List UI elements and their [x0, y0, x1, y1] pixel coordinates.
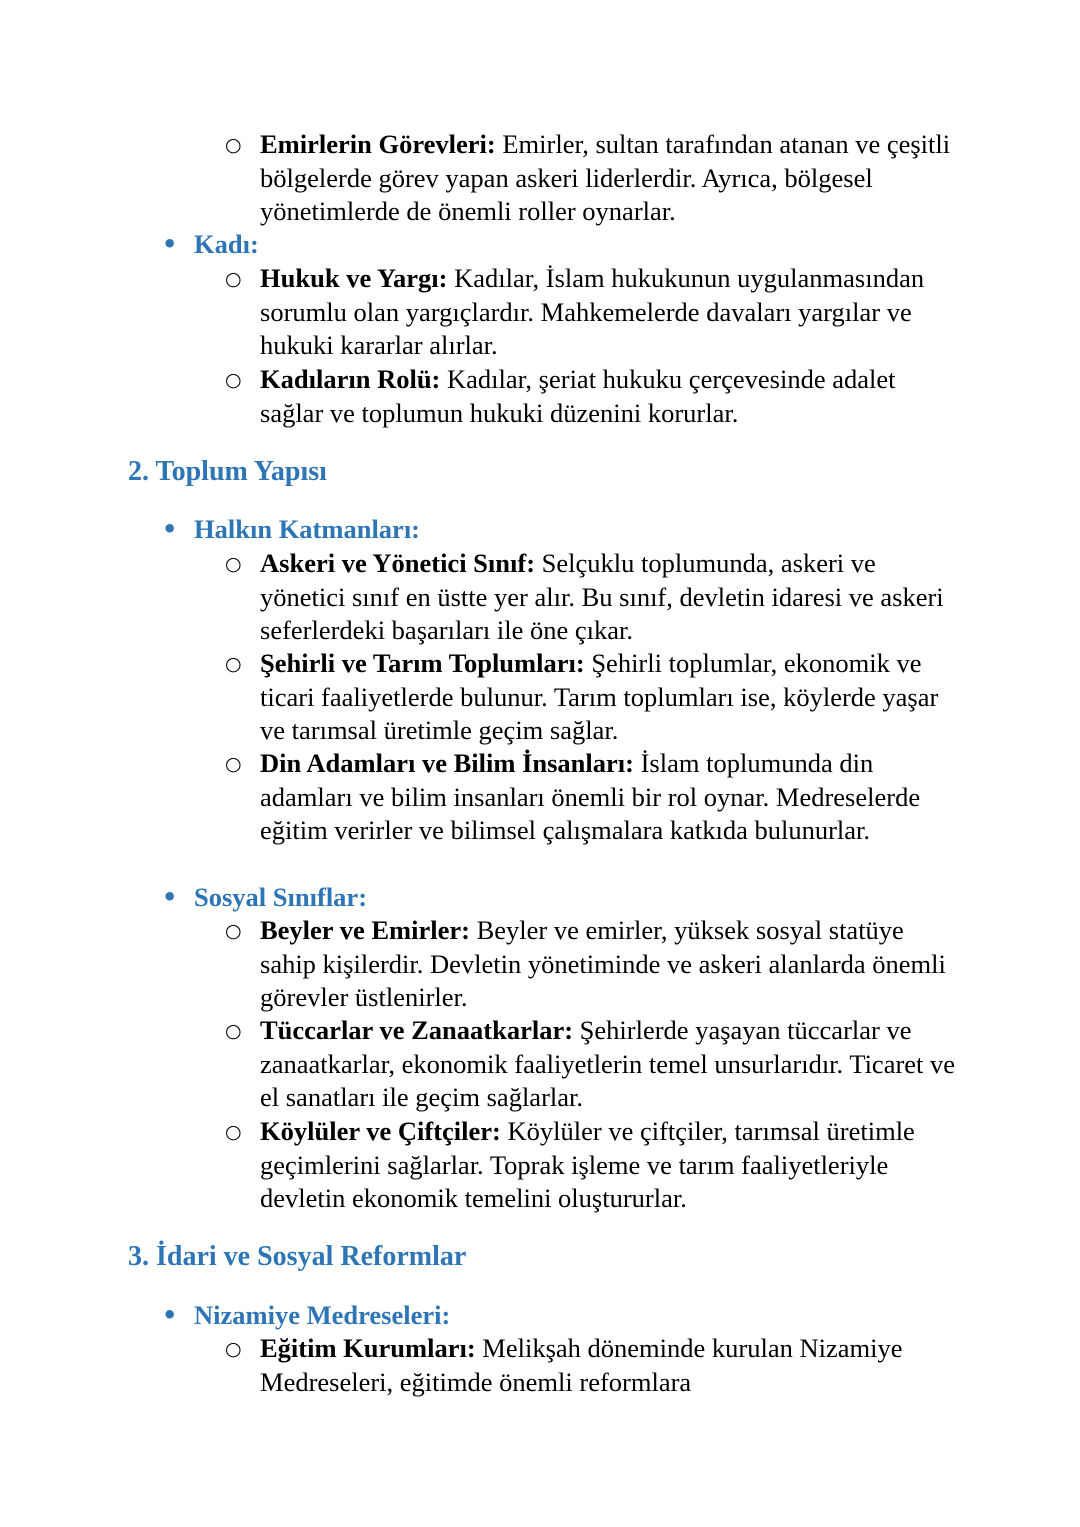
list-item-koyluler-ve-ciftciler — [225, 1115, 960, 1216]
list-item-sehirli-ve-tarim-toplumlari — [225, 647, 960, 748]
item-text: İslam toplumunda din adamları ve bilim insanları önemli bir rol oynar. Medreselerde eğitim verirler ve bilimsel çalışmalara katkıda bulunurlar. — [260, 748, 921, 845]
bullet-icon: • — [162, 515, 178, 543]
item-text: Şehirlerde yaşayan tüccarlar ve zanaatkarlar, ekonomik faaliyetlerin temel unsurlarıdır. Ticaret ve el sanatları ile geçim sağlarlar. — [260, 1015, 956, 1112]
item-text: Köylüler ve çiftçiler, tarımsal üretimle geçimlerini sağlarlar. Toprak işleme ve tarım faaliyetleriyle devletin ekonomik temelini oluştururlar. — [260, 1116, 915, 1213]
sub-bullet-icon: ○ — [225, 920, 242, 942]
item-term: Köylüler ve Çiftçiler: — [260, 1116, 501, 1146]
list-item-hukuk-ve-yargi — [225, 262, 960, 363]
sub-bullet-icon: ○ — [225, 653, 242, 675]
list-item-kadilarin-rolu — [225, 363, 960, 430]
section-heading-idari-ve-sosyal-reformlar: 3. İdari ve Sosyal Reformlar — [128, 1241, 467, 1272]
section-label-nizamiye-medreseleri — [162, 1299, 451, 1333]
item-text: Kadılar, İslam hukukunun uygulanmasından sorumlu olan yargıçlardır. Mahkemelerde davaları yargılar ve hukuki kararlar alırlar. — [260, 263, 925, 360]
bullet-icon: • — [162, 1301, 178, 1329]
list-item-tuccarlar-ve-zanaatkarlar — [225, 1014, 960, 1115]
list-item-askeri-ve-yonetici-sinif — [225, 547, 960, 648]
sub-bullet-icon: ○ — [225, 1338, 242, 1360]
item-term: Şehirli ve Tarım Toplumları: — [260, 648, 585, 678]
section-label: Sosyal Sınıflar: — [194, 882, 368, 912]
list-item-egitim-kurumlari — [225, 1332, 960, 1399]
item-term: Kadıların Rolü: — [260, 364, 441, 394]
item-term: Hukuk ve Yargı: — [260, 263, 448, 293]
item-text: Şehirli toplumlar, ekonomik ve ticari faaliyetlerde bulunur. Tarım toplumları ise, köylerde yaşar ve tarımsal üretimle geçim sağlar. — [260, 648, 939, 745]
item-term: Eğitim Kurumları: — [260, 1333, 476, 1363]
section-heading-toplum-yapisi: 2. Toplum Yapısı — [128, 456, 327, 487]
item-term: Tüccarlar ve Zanaatkarlar: — [260, 1015, 574, 1045]
section-label-halkin-katmanlari — [162, 513, 421, 547]
sub-bullet-icon: ○ — [225, 134, 242, 156]
sub-bullet-icon: ○ — [225, 369, 242, 391]
section-label: Halkın Katmanları: — [194, 514, 421, 544]
sub-bullet-icon: ○ — [225, 553, 242, 575]
item-term: Beyler ve Emirler: — [260, 915, 470, 945]
sub-bullet-icon: ○ — [225, 753, 242, 775]
item-text: Melikşah döneminde kurulan Nizamiye Medreseleri, eğitimde önemli reformlara — [260, 1333, 903, 1397]
bullet-icon: • — [162, 230, 178, 258]
list-item-emirlerin-gorevleri — [225, 128, 960, 229]
section-label-sosyal-siniflar — [162, 881, 368, 915]
section-label-kadi — [162, 228, 259, 262]
item-text: Selçuklu toplumunda, askeri ve yönetici sınıf en üstte yer alır. Bu sınıf, devletin idaresi ve askeri seferlerdeki başarıları ile öne çıkar. — [260, 548, 944, 645]
section-label: Kadı: — [194, 229, 259, 259]
item-text: Emirler, sultan tarafından atanan ve çeşitli bölgelerde görev yapan askeri liderlerdir. Ayrıca, bölgesel yönetimlerde de önemli roller oynarlar. — [260, 129, 951, 226]
sub-bullet-icon: ○ — [225, 1020, 242, 1042]
item-term: Din Adamları ve Bilim İnsanları: — [260, 748, 634, 778]
item-term: Emirlerin Görevleri: — [260, 129, 496, 159]
item-term: Askeri ve Yönetici Sınıf: — [260, 548, 536, 578]
item-text: Beyler ve emirler, yüksek sosyal statüye sahip kişilerdir. Devletin yönetiminde ve askeri alanlarda önemli görevler üstlenirler. — [260, 915, 946, 1012]
bullet-icon: • — [162, 883, 178, 911]
sub-bullet-icon: ○ — [225, 1121, 242, 1143]
list-item-beyler-ve-emirler — [225, 914, 960, 1015]
item-text: Kadılar, şeriat hukuku çerçevesinde adalet sağlar ve toplumun hukuki düzenini korurlar. — [260, 364, 896, 428]
sub-bullet-icon: ○ — [225, 268, 242, 290]
section-label: Nizamiye Medreseleri: — [194, 1300, 451, 1330]
list-item-din-adamlari-ve-bilim-insanlari — [225, 747, 960, 848]
